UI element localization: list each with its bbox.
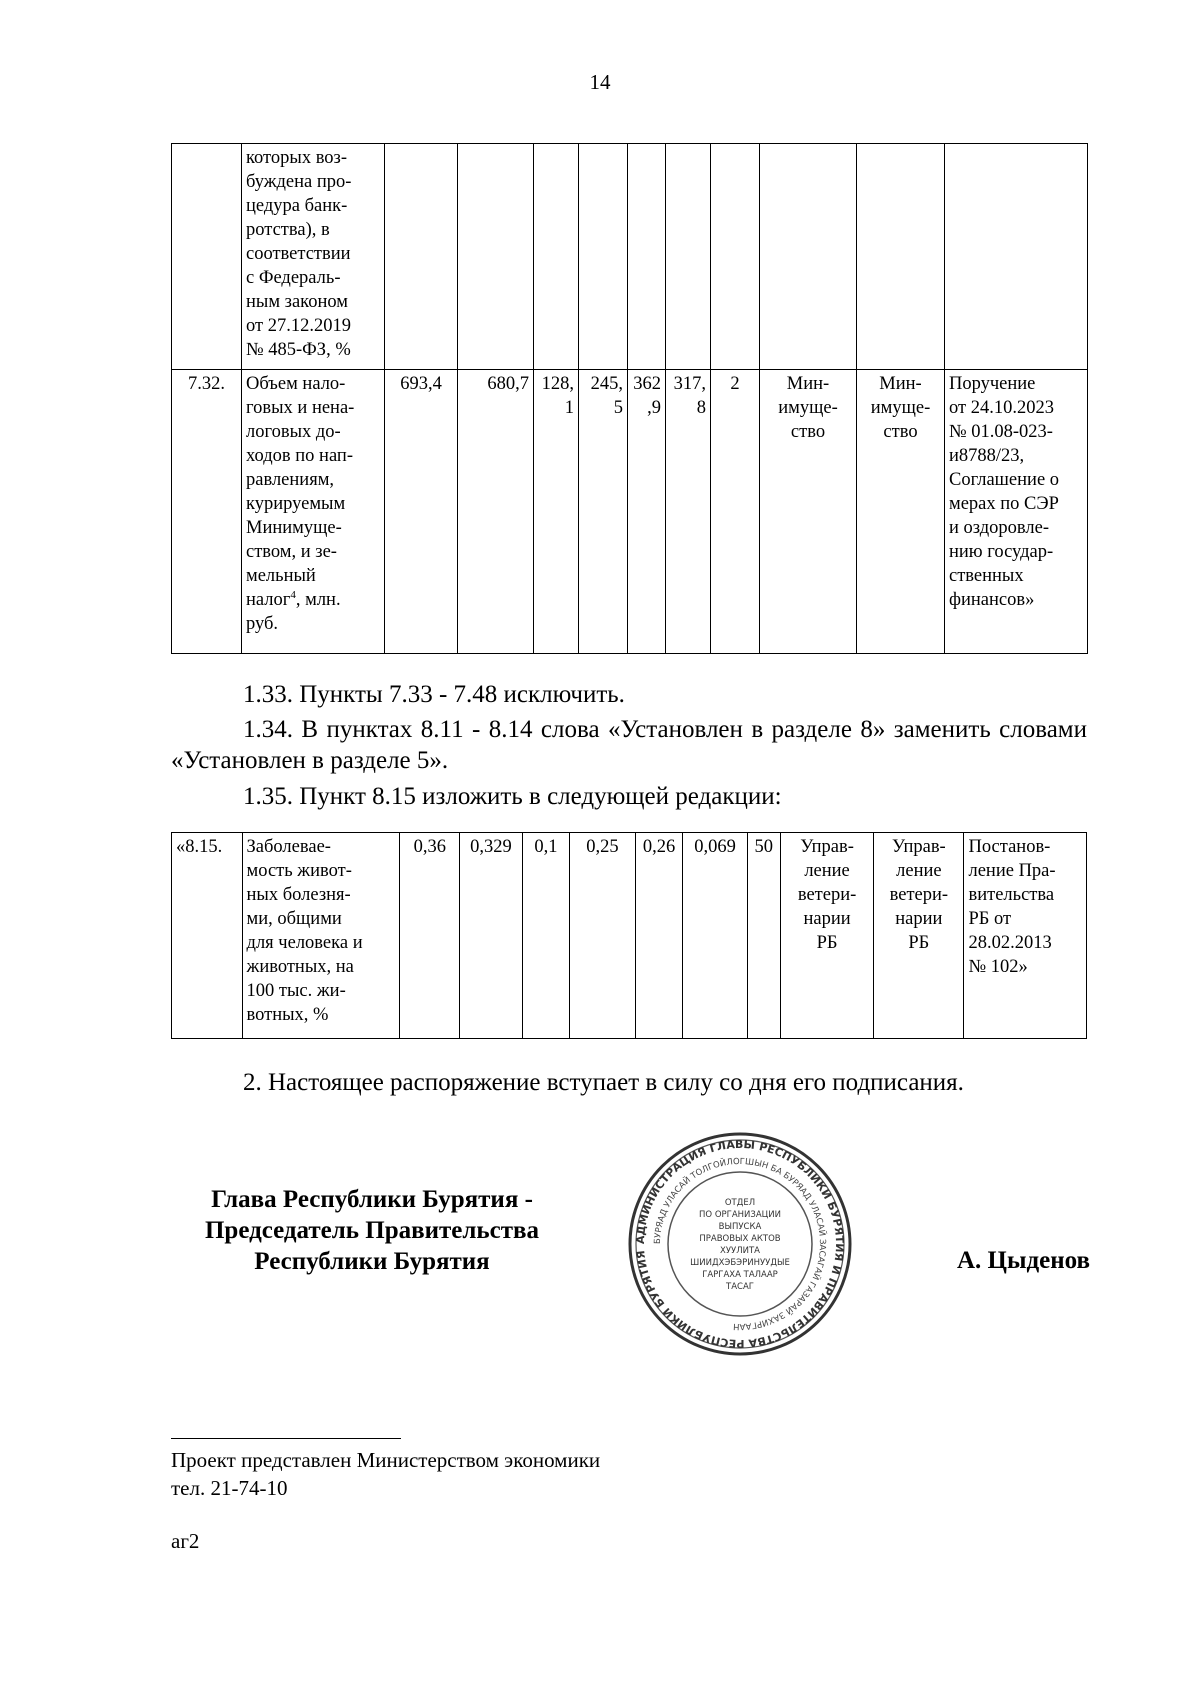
table-row xyxy=(172,833,1087,1039)
seal-center-line: ОТДЕЛ xyxy=(724,1198,756,1208)
seal-center-line: ХУУЛИТА xyxy=(720,1246,760,1256)
indicator-name xyxy=(242,370,385,654)
value-cell: 0,25 xyxy=(570,833,635,1039)
indicator-table-8-15 xyxy=(171,832,1087,1039)
table-cell: которых воз- буждена про- цедура банк- ротства), в соответствии с Федераль- ным законом от 27.12.2019 № 485-ФЗ, % xyxy=(242,144,385,370)
table-row xyxy=(172,370,1088,654)
footer-divider xyxy=(171,1438,401,1439)
basis-cell: Поручение от 24.10.2023 № 01.08-023- и8788/23, Соглашение о мерах по СЭР и оздоровле- нию государ- ственных финансов» xyxy=(945,370,1088,654)
paragraph-1-34: 1.34. В пунктах 8.11 - 8.14 слова «Установлен в разделе 8» заменить словами «Установлен в разделе 5». xyxy=(171,716,1087,774)
value-cell: 362 ,9 xyxy=(628,370,666,654)
value-cell: 50 xyxy=(747,833,780,1039)
seal-center-line: ПРАВОВЫХ АКТОВ xyxy=(699,1234,781,1244)
row-number: 7.32. xyxy=(172,370,242,654)
seal-center-line: ШИИДХЭБЭРИНУУДЫЕ xyxy=(690,1258,790,1268)
table-cell xyxy=(666,144,711,370)
indicator-table-continued xyxy=(171,143,1088,654)
basis-cell: Постанов- ление Пра- вительства РБ от 28.02.2013 № 102» xyxy=(964,833,1087,1039)
value-cell: 128, 1 xyxy=(534,370,579,654)
seal-center-line: ГАРГАХА ТАЛААР xyxy=(702,1270,778,1280)
value-cell: 2 xyxy=(711,370,760,654)
table-cell xyxy=(172,144,242,370)
indicator-unit: , млн. руб. xyxy=(246,590,341,634)
value-cell: 693,4 xyxy=(385,370,458,654)
value-cell: 0,1 xyxy=(522,833,570,1039)
table-cell xyxy=(628,144,666,370)
seal-center-text xyxy=(690,1198,790,1292)
value-cell: 0,069 xyxy=(683,833,747,1039)
table-cell xyxy=(579,144,628,370)
seal-inner-text: БУРЯАД УЛАСАЙ ТОЛГОЙЛОГШЫН БА БУРЯАД УЛАСАЙ ЗАСАГАЙ ГАЗАРАЙ ЗАХИРГААН xyxy=(652,1156,828,1332)
table-cell xyxy=(945,144,1088,370)
table-row xyxy=(172,144,1088,370)
row-number: «8.15. xyxy=(172,833,243,1039)
value-cell: 0,36 xyxy=(400,833,460,1039)
indicator-text: Объем нало- говых и нена- логовых до- ходов по нап- равлениям, курируемым Минимуще- ством, и зе- мельный налог xyxy=(246,374,355,610)
seal-center-line: ВЫПУСКА xyxy=(718,1222,762,1232)
page-number: 14 xyxy=(589,70,611,94)
table-cell xyxy=(534,144,579,370)
paragraph-1-33: 1.33. Пункты 7.33 - 7.48 исключить. xyxy=(243,681,625,708)
official-seal xyxy=(626,1130,854,1358)
table-cell xyxy=(857,144,945,370)
responsible-cell: Мин- имуще- ство xyxy=(760,370,857,654)
value-cell: 245, 5 xyxy=(579,370,628,654)
indicator-name: Заболевае- мость живот- ных болезня- ми, общими для человека и животных, на 100 тыс. жи- вотных, % xyxy=(242,833,400,1039)
table-cell xyxy=(760,144,857,370)
footer-code: аг2 xyxy=(171,1529,200,1553)
footer-phone-line: тел. 21-74-10 xyxy=(171,1476,288,1500)
table-cell xyxy=(711,144,760,370)
table-cell xyxy=(458,144,534,370)
value-cell: 317, 8 xyxy=(666,370,711,654)
table-cell xyxy=(385,144,458,370)
paragraph-2: 2. Настоящее распоряжение вступает в силу со дня его подписания. xyxy=(243,1069,964,1096)
value-cell: 680,7 xyxy=(458,370,534,654)
responsible-cell: Управ- ление ветери- нарии РБ xyxy=(780,833,873,1039)
seal-outer-text: АДМИНИСТРАЦИЯ ГЛАВЫ РЕСПУБЛИКИ БУРЯТИЯ И ПРАВИТЕЛЬСТВА РЕСПУБЛИКИ БУРЯТИЯ xyxy=(633,1137,847,1351)
paragraph-1-35: 1.35. Пункт 8.15 изложить в следующей редакции: xyxy=(243,783,782,810)
signatory-title: Глава Республики Бурятия - Председатель Правительства Республики Бурятия xyxy=(204,1186,540,1275)
seal-center-line: ПО ОРГАНИЗАЦИИ xyxy=(699,1210,781,1220)
signatory-name: А. Цыденов xyxy=(956,1247,1090,1274)
value-cell: 0,329 xyxy=(460,833,522,1039)
footer-project-line: Проект представлен Министерством экономики xyxy=(171,1448,601,1472)
responsible-cell: Мин- имуще- ство xyxy=(857,370,945,654)
footnote-mark: 4 xyxy=(290,588,296,601)
value-cell: 0,26 xyxy=(635,833,683,1039)
seal-center-line: ТАСАГ xyxy=(726,1282,754,1292)
responsible-cell: Управ- ление ветери- нарии РБ xyxy=(874,833,964,1039)
